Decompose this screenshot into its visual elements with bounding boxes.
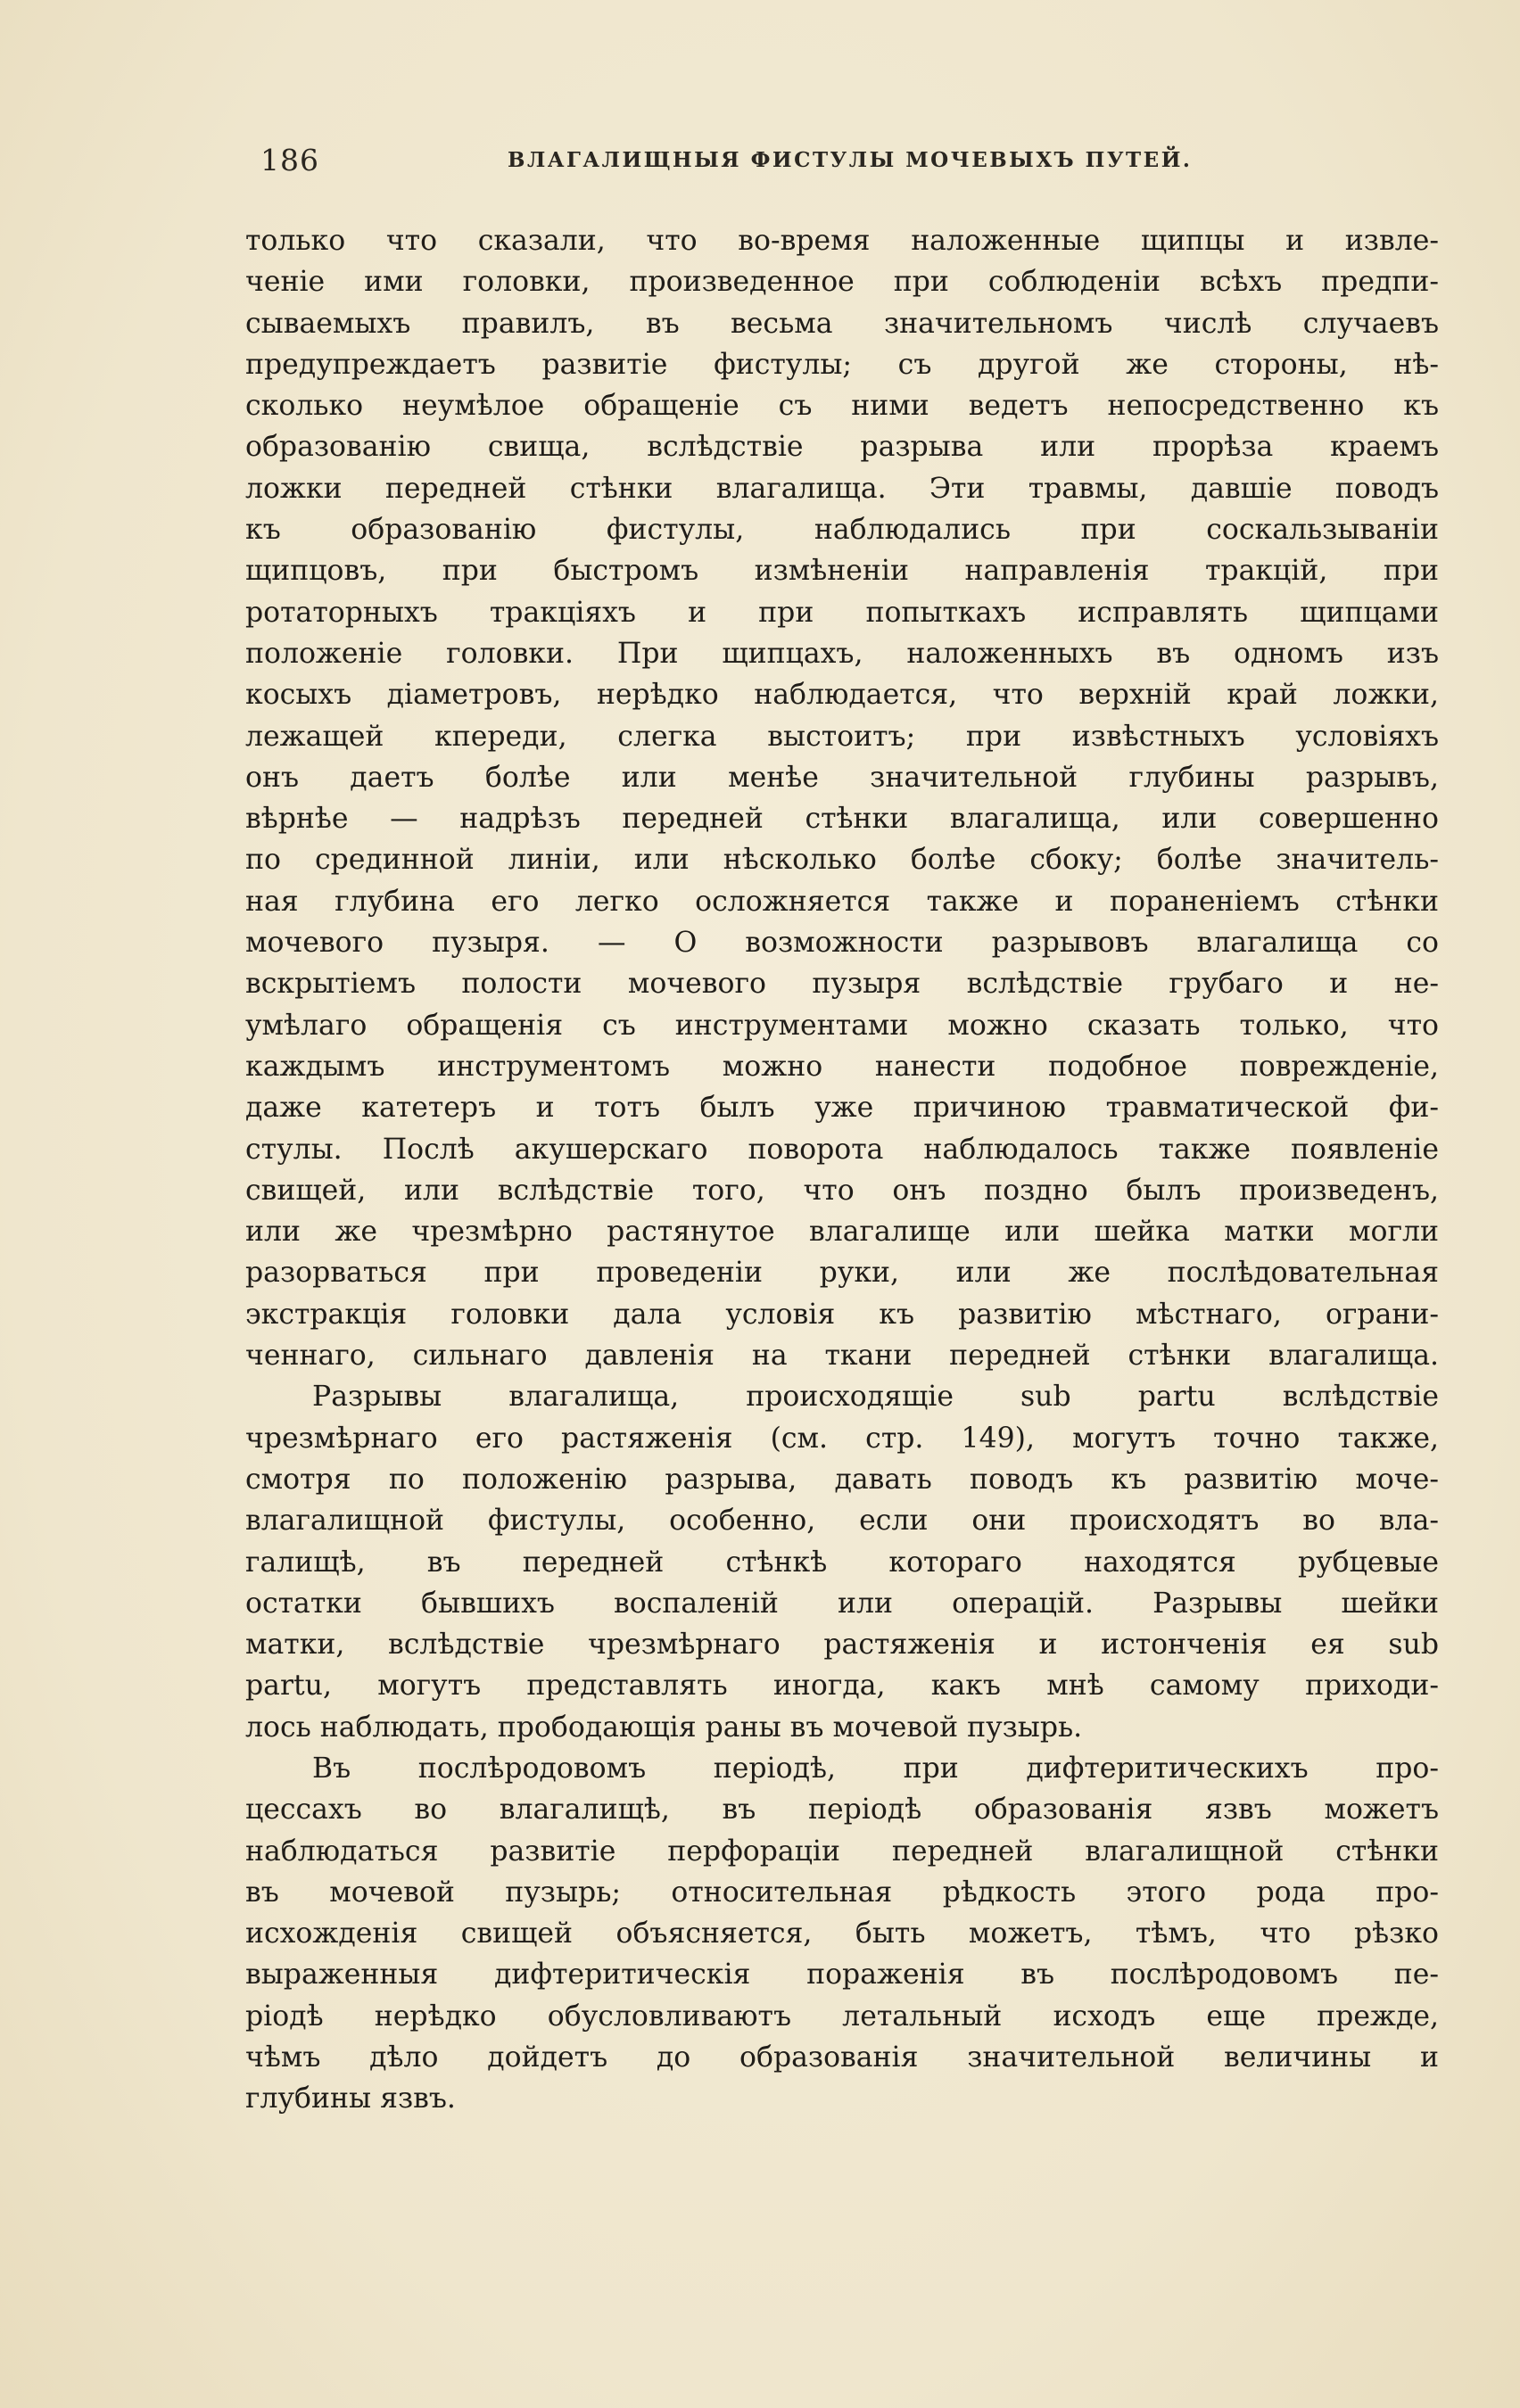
text-line: въ мочевой пузырь; относительная рѣдкость этого рода про- bbox=[245, 1876, 1439, 1909]
text-line: сываемыхъ правилъ, въ весьма значительномъ числѣ случаевъ bbox=[245, 307, 1439, 340]
text-line: только что сказали, что во-время наложенные щипцы и извле- bbox=[245, 225, 1439, 257]
page-number: 186 bbox=[260, 143, 319, 177]
text-line: глубины язвъ. bbox=[245, 2082, 456, 2115]
text-line: ложки передней стѣнки влагалища. Эти травмы, давшіе поводъ bbox=[245, 472, 1439, 505]
text-line: лежащей кпереди, слегка выстоитъ; при извѣстныхъ условіяхъ bbox=[245, 720, 1439, 753]
text-line: вскрытіемъ полости мочевого пузыря вслѣдствіе грубаго и не- bbox=[245, 968, 1439, 1001]
running-head: ВЛАГАЛИЩНЫЯ ФИСТУЛЫ МОЧЕВЫХЪ ПУТЕЙ. bbox=[508, 148, 1193, 172]
text-line: онъ даетъ болѣе или менѣе значительной глубины разрывъ, bbox=[245, 761, 1439, 794]
text-line: влагалищной фистулы, особенно, если они происходятъ во вла- bbox=[245, 1505, 1439, 1538]
text-line: даже катетеръ и тотъ былъ уже причиною травматической фи- bbox=[245, 1092, 1439, 1125]
text-line: исхожденія свищей объясняется, быть можетъ, тѣмъ, что рѣзко bbox=[245, 1917, 1439, 1950]
text-line: Въ послѣродовомъ періодѣ, при дифтеритическихъ про- bbox=[312, 1752, 1439, 1785]
text-line: экстракція головки дала условія къ развитію мѣстнаго, ограни- bbox=[245, 1298, 1439, 1331]
text-line: Разрывы влагалища, происходящіе sub partu вслѣдствіе bbox=[312, 1381, 1439, 1414]
text-line: чрезмѣрнаго его растяженія (см. стр. 149), могутъ точно также, bbox=[245, 1422, 1439, 1455]
text-line: предупреждаетъ развитіе фистулы; съ другой же стороны, нѣ- bbox=[245, 348, 1439, 381]
text-line: partu, могутъ представлять иногда, какъ мнѣ самому приходи- bbox=[245, 1670, 1439, 1703]
text-line: ченіе ими головки, произведенное при соблюденіи всѣхъ предпи- bbox=[245, 266, 1439, 299]
text-line: свищей, или вслѣдствіе того, что онъ поздно былъ произведенъ, bbox=[245, 1174, 1439, 1207]
text-line: ченнаго, сильнаго давленія на ткани передней стѣнки влагалища. bbox=[245, 1340, 1439, 1373]
text-line: выраженныя дифтеритическія пораженія въ послѣродовомъ пе- bbox=[245, 1959, 1439, 1992]
text-line: сколько неумѣлое обращеніе съ ними ведетъ непосредственно къ bbox=[245, 390, 1439, 423]
text-line: ротаторныхъ тракціяхъ и при попыткахъ исправлять щипцами bbox=[245, 596, 1439, 629]
text-line: умѣлаго обращенія съ инструментами можно сказать только, что bbox=[245, 1009, 1439, 1042]
text-line: ріодѣ нерѣдко обусловливаютъ летальный исходъ еще прежде, bbox=[245, 2000, 1439, 2033]
text-line: мочевого пузыря. — О возможности разрывовъ влагалища со bbox=[245, 927, 1439, 960]
text-line: цессахъ во влагалищѣ, въ періодѣ образованія язвъ можетъ bbox=[245, 1794, 1439, 1827]
text-line: галищѣ, въ передней стѣнкѣ котораго находятся рубцевые bbox=[245, 1546, 1439, 1579]
text-line: положеніе головки. При щипцахъ, наложенныхъ въ одномъ изъ bbox=[245, 637, 1439, 670]
text-line: стулы. Послѣ акушерскаго поворота наблюдалось также появленіе bbox=[245, 1133, 1439, 1166]
text-line: смотря по положенію разрыва, давать поводъ къ развитію моче- bbox=[245, 1463, 1439, 1496]
text-line: разорваться при проведеніи руки, или же послѣдовательная bbox=[245, 1257, 1439, 1290]
text-line: образованію свища, вслѣдствіе разрыва или прорѣза краемъ bbox=[245, 431, 1439, 464]
text-line: ная глубина его легко осложняется также и пораненіемъ стѣнки bbox=[245, 885, 1439, 918]
text-line: косыхъ діаметровъ, нерѣдко наблюдается, что верхній край ложки, bbox=[245, 679, 1439, 712]
text-line: по срединной линіи, или нѣсколько болѣе сбоку; болѣе значитель- bbox=[245, 844, 1439, 877]
text-line: вѣрнѣе — надрѣзъ передней стѣнки влагалища, или совершенно bbox=[245, 803, 1439, 836]
body-text bbox=[245, 220, 1439, 2120]
text-line: къ образованію фистулы, наблюдались при соскальзываніи bbox=[245, 514, 1439, 547]
page-header bbox=[260, 143, 1197, 178]
text-line: матки, вслѣдствіе чрезмѣрнаго растяженія и истонченія ея sub bbox=[245, 1629, 1439, 1662]
text-line: остатки бывшихъ воспаленій или операцій. Разрывы шейки bbox=[245, 1587, 1439, 1620]
text-line: каждымъ инструментомъ можно нанести подобное поврежденіе, bbox=[245, 1050, 1439, 1083]
text-line: лось наблюдать, прободающія раны въ мочевой пузырь. bbox=[245, 1711, 1083, 1744]
text-line: или же чрезмѣрно растянутое влагалище или шейка матки могли bbox=[245, 1216, 1439, 1249]
text-line: наблюдаться развитіе перфораціи передней влагалищной стѣнки bbox=[245, 1835, 1439, 1868]
text-line: чѣмъ дѣло дойдетъ до образованія значительной величины и bbox=[245, 2041, 1439, 2074]
text-line: щипцовъ, при быстромъ измѣненіи направленія тракцій, при bbox=[245, 555, 1439, 588]
